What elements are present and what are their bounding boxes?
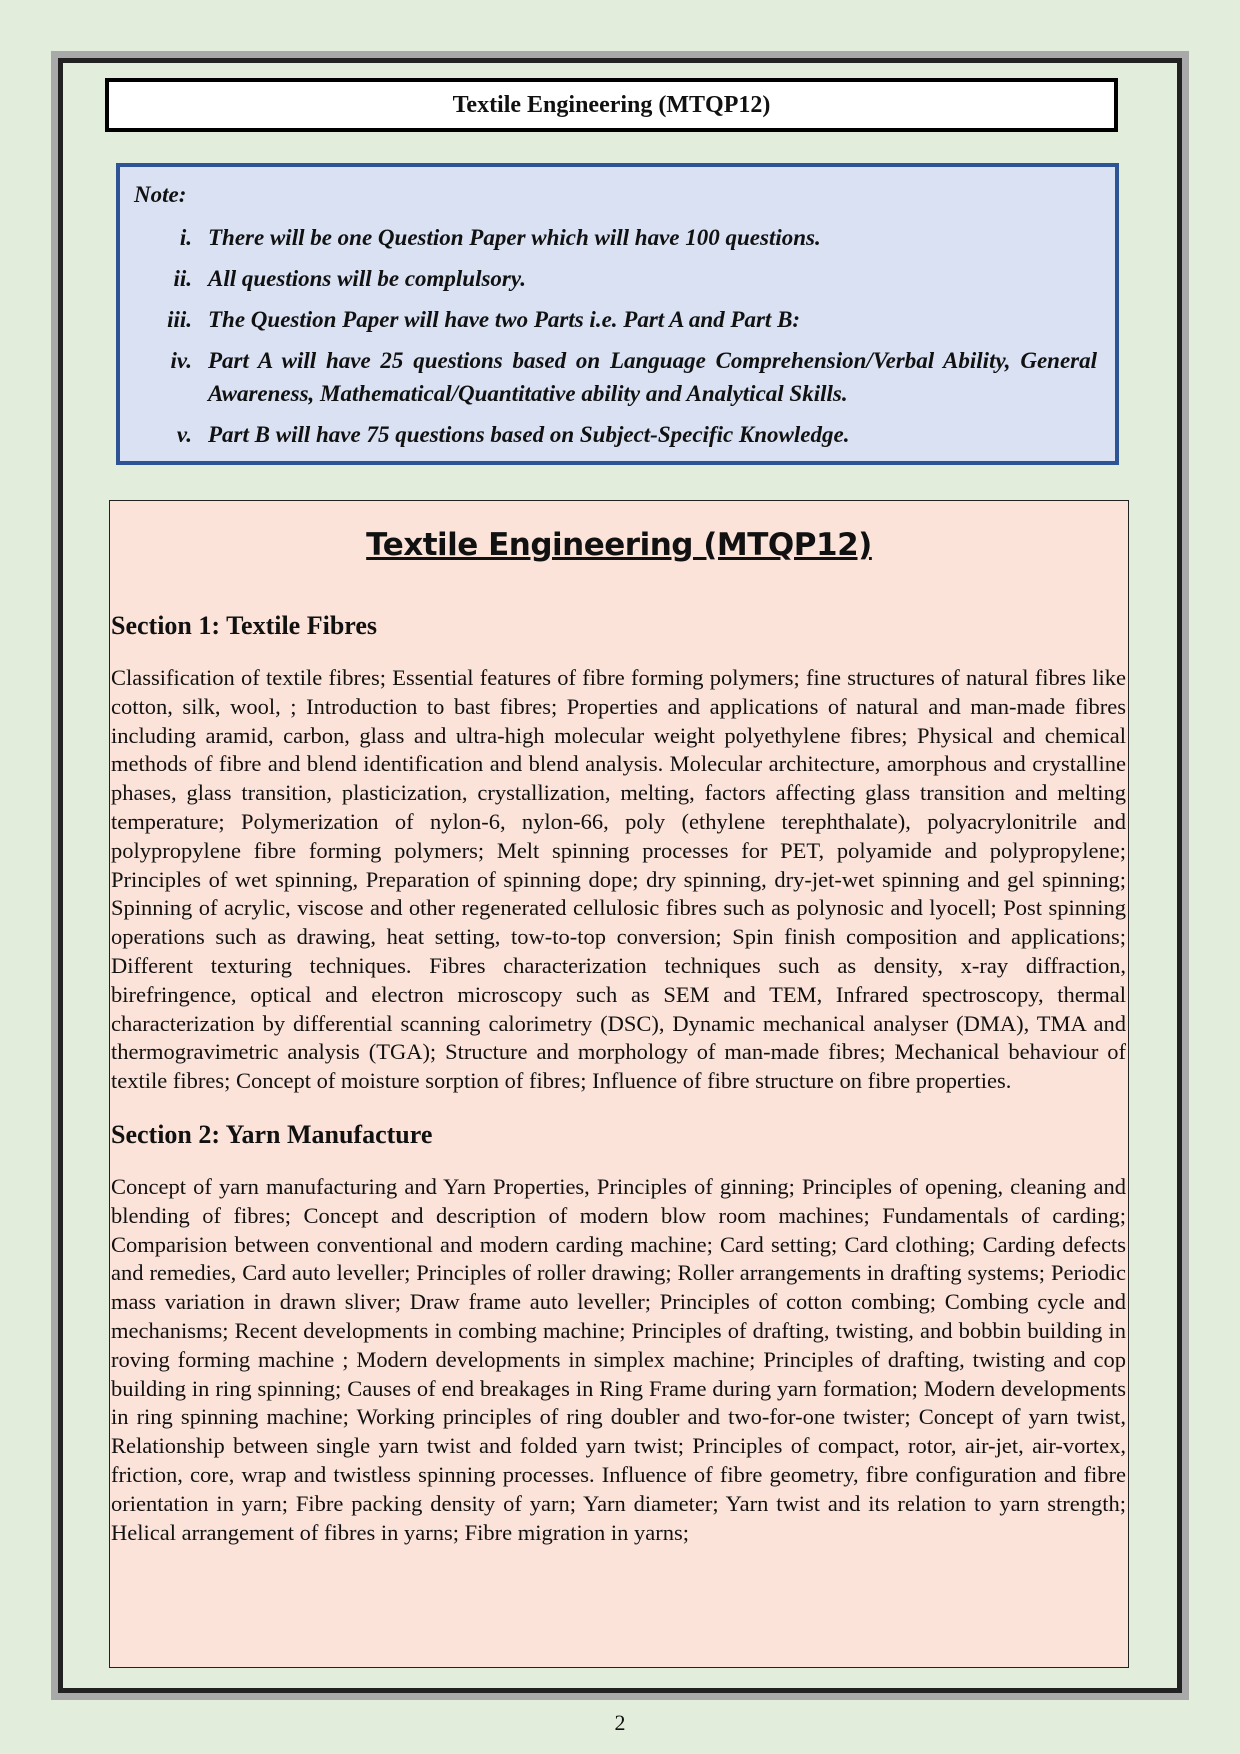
note-item-text: The Question Paper will have two Parts i.e. Part A and Part B: [208,307,801,332]
note-item-number: i. [179,225,192,250]
note-item-text: There will be one Question Paper which will have 100 questions. [208,225,821,250]
note-item [134,344,1097,410]
note-box [116,163,1119,465]
header-title-box [105,78,1118,132]
section-2-heading: Section 2: Yarn Manufacture [111,1119,433,1149]
note-item-number: iii. [167,307,192,332]
note-item-text: Part B will have 75 questions based on Subject-Specific Knowledge. [208,422,850,447]
note-item [134,303,1097,336]
note-label: Note: [134,182,187,207]
header-title: Textile Engineering (MTQP12) [452,91,771,118]
note-item [134,221,1097,254]
section-1-body: Classification of textile fibres; Essential features of fibre forming polymers; fine structures of natural fibres like cotton, silk, wool, ; Introduction to bast fibres; Properties and applications of natural and man-made fibres including aramid, carbon, glass and ultra-high molecular weight polyethylene fibres; Physical and chemical methods of fibre and blend identification and blend analysis. Molecular architecture, amorphous and crystalline phases, glass transition, plasticization, crystallization, melting, factors affecting glass transition and melting temperature; Polymerization of nylon-6, nylon-66, poly (ethylene terephthalate), polyacrylonitrile and polypropylene fibre forming polymers; Melt spinning processes for PET, polyamide and polypropylene; Principles of wet spinning, Preparation of spinning dope; dry spinning, dry-jet-wet spinning and gel spinning; Spinning of acrylic, viscose and other regenerated cellulosic fibres such as polynosic and lyocell; Post spinning operations such as drawing, heat setting, tow-to-top conversion; Spin finish composition and applications; Different texturing techniques. Fibres characterization techniques such as density, x-ray diffraction, birefringence, optical and electron microscopy such as SEM and TEM, Infrared spectroscopy, thermal characterization by differential scanning calorimetry (DSC), Dynamic mechanical analyser (DMA), TMA and thermogravimetric analysis (TGA); Structure and morphology of man-made fibres; Mechanical behaviour of textile fibres; Concept of moisture sorption of fibres; Influence of fibre structure on fibre properties. [111,665,1126,1094]
note-item-text: All questions will be complulsory. [208,266,526,291]
section-2-body: Concept of yarn manufacturing and Yarn Properties, Principles of ginning; Principles of opening, cleaning and blending of fibres; Concept and description of modern blow room machines; Fundamentals of carding; Comparision between conventional and modern carding machine; Card setting; Card clothing; Carding defects and remedies, Card auto leveller; Principles of roller drawing; Roller arrangements in drafting systems; Periodic mass variation in drawn sliver; Draw frame auto leveller; Principles of cotton combing; Combing cycle and mechanisms; Recent developments in combing machine; Principles of drafting, twisting, and bobbin building in roving forming machine ; Modern developments in simplex machine; Principles of drafting, twisting and cop building in ring spinning; Causes of end breakages in Ring Frame during yarn formation; Modern developments in ring spinning machine; Working principles of ring doubler and two-for-one twister; Concept of yarn twist, Relationship between single yarn twist and folded yarn twist; Principles of compact, rotor, air-jet, air-vortex, friction, core, wrap and twistless spinning processes. Influence of fibre geometry, fibre configuration and fibre orientation in yarn; Fibre packing density of yarn; Yarn diameter; Yarn twist and its relation to yarn strength; Helical arrangement of fibres in yarns; Fibre migration in yarns; [111,1173,1126,1545]
section-1-heading: Section 1: Textile Fibres [111,611,378,640]
page-number: 2 [614,1710,626,1735]
note-item-number: v. [176,422,192,447]
syllabus-title: Textile Engineering (MTQP12) [366,527,872,563]
note-item-number: iv. [170,348,192,373]
note-item-text: Part A will have 25 questions based on Language Comprehension/Verbal Ability, General Awareness, Mathematical/Quantitative ability and Analytical Skills. [208,348,1097,406]
note-item-number: ii. [173,266,192,291]
syllabus-box [109,500,1129,1668]
note-item [134,418,1097,451]
note-item [134,262,1097,295]
